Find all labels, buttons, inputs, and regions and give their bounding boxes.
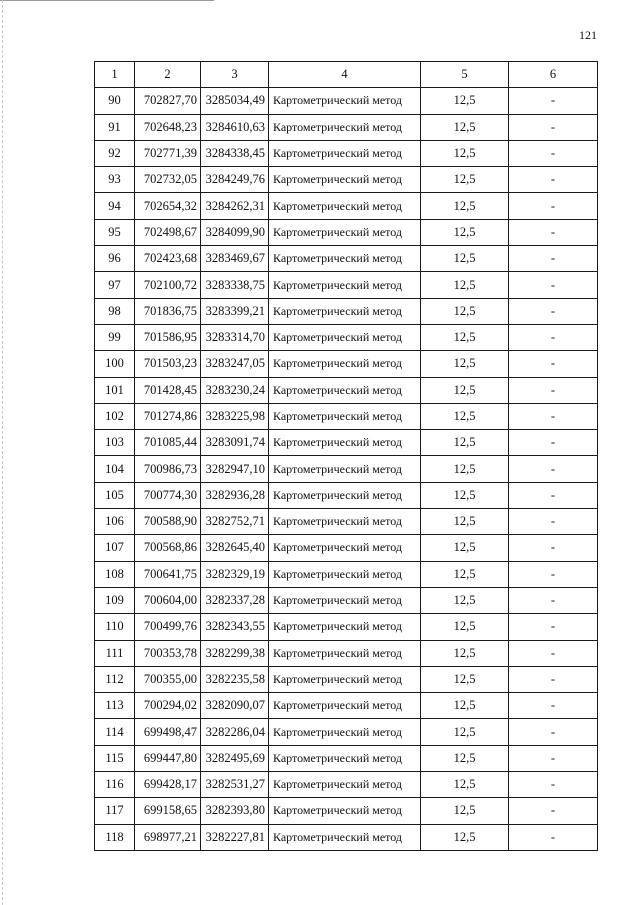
cell-accuracy: 12,5 [421,719,509,745]
cell-x-coordinate: 701836,75 [135,298,201,324]
table-row [95,640,598,666]
cell-note: - [509,167,598,193]
table-row [95,587,598,613]
table-row [95,798,598,824]
cell-y-coordinate: 3282947,10 [201,456,269,482]
table-body [95,88,598,851]
cell-accuracy: 12,5 [421,693,509,719]
cell-method: Картометрический метод [269,430,421,456]
cell-point-number: 107 [95,535,135,561]
cell-accuracy: 12,5 [421,509,509,535]
table-row [95,193,598,219]
cell-note: - [509,693,598,719]
cell-accuracy: 12,5 [421,614,509,640]
cell-accuracy: 12,5 [421,403,509,429]
scan-edge-left [2,0,3,905]
cell-accuracy: 12,5 [421,246,509,272]
table-row [95,719,598,745]
cell-x-coordinate: 702827,70 [135,88,201,114]
cell-note: - [509,377,598,403]
cell-note: - [509,140,598,166]
table-row [95,167,598,193]
table-row [95,666,598,692]
cell-note: - [509,666,598,692]
cell-y-coordinate: 3282495,69 [201,745,269,771]
cell-x-coordinate: 701274,86 [135,403,201,429]
cell-y-coordinate: 3285034,49 [201,88,269,114]
coordinates-table [94,61,598,851]
table-row [95,351,598,377]
cell-method: Картометрический метод [269,403,421,429]
cell-x-coordinate: 700499,76 [135,614,201,640]
cell-method: Картометрический метод [269,561,421,587]
cell-y-coordinate: 3282531,27 [201,772,269,798]
cell-accuracy: 12,5 [421,535,509,561]
cell-accuracy: 12,5 [421,482,509,508]
table-row [95,88,598,114]
cell-note: - [509,719,598,745]
cell-x-coordinate: 700986,73 [135,456,201,482]
cell-point-number: 99 [95,324,135,350]
table-row [95,561,598,587]
cell-x-coordinate: 700604,00 [135,587,201,613]
cell-note: - [509,114,598,140]
cell-point-number: 117 [95,798,135,824]
cell-x-coordinate: 702498,67 [135,219,201,245]
cell-point-number: 93 [95,167,135,193]
cell-method: Картометрический метод [269,456,421,482]
cell-method: Картометрический метод [269,798,421,824]
cell-x-coordinate: 702771,39 [135,140,201,166]
cell-method: Картометрический метод [269,114,421,140]
cell-point-number: 105 [95,482,135,508]
cell-note: - [509,509,598,535]
cell-method: Картометрический метод [269,509,421,535]
cell-method: Картометрический метод [269,745,421,771]
cell-method: Картометрический метод [269,140,421,166]
cell-x-coordinate: 700641,75 [135,561,201,587]
cell-note: - [509,324,598,350]
cell-x-coordinate: 701503,23 [135,351,201,377]
cell-accuracy: 12,5 [421,798,509,824]
table-row [95,272,598,298]
cell-accuracy: 12,5 [421,298,509,324]
cell-x-coordinate: 700355,00 [135,666,201,692]
cell-method: Картометрический метод [269,772,421,798]
column-header: 5 [421,62,509,88]
cell-y-coordinate: 3282343,55 [201,614,269,640]
cell-method: Картометрический метод [269,535,421,561]
table-row [95,246,598,272]
cell-method: Картометрический метод [269,246,421,272]
cell-accuracy: 12,5 [421,772,509,798]
cell-y-coordinate: 3282752,71 [201,509,269,535]
column-header: 2 [135,62,201,88]
cell-point-number: 90 [95,88,135,114]
cell-method: Картометрический метод [269,351,421,377]
cell-method: Картометрический метод [269,272,421,298]
page-number: 121 [579,28,597,42]
cell-point-number: 92 [95,140,135,166]
cell-point-number: 96 [95,246,135,272]
cell-x-coordinate: 700294,02 [135,693,201,719]
cell-y-coordinate: 3283091,74 [201,430,269,456]
cell-accuracy: 12,5 [421,351,509,377]
cell-point-number: 115 [95,745,135,771]
cell-method: Картометрический метод [269,324,421,350]
column-header: 6 [509,62,598,88]
column-header: 4 [269,62,421,88]
cell-point-number: 114 [95,719,135,745]
cell-point-number: 108 [95,561,135,587]
cell-point-number: 95 [95,219,135,245]
cell-y-coordinate: 3282299,38 [201,640,269,666]
table-row [95,298,598,324]
table-row [95,772,598,798]
column-header: 3 [201,62,269,88]
cell-note: - [509,640,598,666]
cell-method: Картометрический метод [269,614,421,640]
cell-note: - [509,482,598,508]
table-row [95,535,598,561]
cell-accuracy: 12,5 [421,377,509,403]
cell-y-coordinate: 3282286,04 [201,719,269,745]
scan-edge-top [0,0,214,1]
cell-accuracy: 12,5 [421,114,509,140]
cell-y-coordinate: 3282329,19 [201,561,269,587]
cell-point-number: 118 [95,824,135,850]
cell-y-coordinate: 3283314,70 [201,324,269,350]
cell-x-coordinate: 699498,47 [135,719,201,745]
cell-x-coordinate: 701586,95 [135,324,201,350]
cell-method: Картометрический метод [269,167,421,193]
cell-x-coordinate: 702423,68 [135,246,201,272]
cell-note: - [509,88,598,114]
cell-x-coordinate: 702732,05 [135,167,201,193]
cell-point-number: 113 [95,693,135,719]
cell-x-coordinate: 702100,72 [135,272,201,298]
cell-method: Картометрический метод [269,640,421,666]
cell-y-coordinate: 3282393,80 [201,798,269,824]
cell-point-number: 110 [95,614,135,640]
cell-accuracy: 12,5 [421,666,509,692]
cell-point-number: 112 [95,666,135,692]
cell-y-coordinate: 3282235,58 [201,666,269,692]
cell-method: Картометрический метод [269,298,421,324]
cell-point-number: 98 [95,298,135,324]
cell-note: - [509,272,598,298]
table-row [95,482,598,508]
cell-x-coordinate: 700774,30 [135,482,201,508]
cell-accuracy: 12,5 [421,561,509,587]
cell-accuracy: 12,5 [421,640,509,666]
column-header: 1 [95,62,135,88]
cell-y-coordinate: 3284249,76 [201,167,269,193]
cell-method: Картометрический метод [269,666,421,692]
cell-x-coordinate: 700568,86 [135,535,201,561]
cell-point-number: 97 [95,272,135,298]
cell-y-coordinate: 3283230,24 [201,377,269,403]
cell-note: - [509,587,598,613]
cell-accuracy: 12,5 [421,324,509,350]
cell-note: - [509,246,598,272]
cell-y-coordinate: 3283469,67 [201,246,269,272]
cell-x-coordinate: 701428,45 [135,377,201,403]
table-row [95,824,598,850]
cell-x-coordinate: 702654,32 [135,193,201,219]
cell-point-number: 111 [95,640,135,666]
table-row [95,377,598,403]
cell-point-number: 101 [95,377,135,403]
cell-y-coordinate: 3283338,75 [201,272,269,298]
cell-x-coordinate: 699158,65 [135,798,201,824]
cell-x-coordinate: 698977,21 [135,824,201,850]
table-row [95,219,598,245]
cell-y-coordinate: 3284338,45 [201,140,269,166]
cell-method: Картометрический метод [269,587,421,613]
cell-note: - [509,298,598,324]
cell-y-coordinate: 3284262,31 [201,193,269,219]
cell-method: Картометрический метод [269,219,421,245]
cell-method: Картометрический метод [269,193,421,219]
cell-point-number: 100 [95,351,135,377]
cell-accuracy: 12,5 [421,193,509,219]
cell-note: - [509,772,598,798]
table-row [95,745,598,771]
cell-note: - [509,535,598,561]
cell-accuracy: 12,5 [421,745,509,771]
cell-point-number: 91 [95,114,135,140]
cell-x-coordinate: 699447,80 [135,745,201,771]
table-row [95,693,598,719]
cell-method: Картометрический метод [269,824,421,850]
cell-note: - [509,193,598,219]
cell-note: - [509,614,598,640]
cell-point-number: 109 [95,587,135,613]
table-row [95,614,598,640]
cell-note: - [509,219,598,245]
table-row [95,456,598,482]
cell-accuracy: 12,5 [421,272,509,298]
cell-method: Картометрический метод [269,377,421,403]
cell-y-coordinate: 3284610,63 [201,114,269,140]
cell-accuracy: 12,5 [421,167,509,193]
cell-note: - [509,798,598,824]
cell-accuracy: 12,5 [421,88,509,114]
cell-x-coordinate: 700588,90 [135,509,201,535]
table-row [95,509,598,535]
table-row [95,430,598,456]
cell-note: - [509,430,598,456]
table-row [95,403,598,429]
cell-note: - [509,824,598,850]
cell-accuracy: 12,5 [421,430,509,456]
cell-note: - [509,403,598,429]
cell-point-number: 103 [95,430,135,456]
cell-point-number: 102 [95,403,135,429]
table-row [95,114,598,140]
table-row [95,140,598,166]
cell-x-coordinate: 702648,23 [135,114,201,140]
cell-point-number: 104 [95,456,135,482]
cell-y-coordinate: 3282090,07 [201,693,269,719]
cell-accuracy: 12,5 [421,587,509,613]
cell-y-coordinate: 3283225,98 [201,403,269,429]
cell-method: Картометрический метод [269,719,421,745]
cell-y-coordinate: 3282337,28 [201,587,269,613]
cell-accuracy: 12,5 [421,456,509,482]
cell-method: Картометрический метод [269,693,421,719]
cell-point-number: 106 [95,509,135,535]
cell-accuracy: 12,5 [421,219,509,245]
cell-note: - [509,561,598,587]
cell-method: Картометрический метод [269,88,421,114]
cell-y-coordinate: 3282936,28 [201,482,269,508]
table-row [95,324,598,350]
cell-point-number: 94 [95,193,135,219]
cell-x-coordinate: 700353,78 [135,640,201,666]
cell-x-coordinate: 699428,17 [135,772,201,798]
cell-note: - [509,456,598,482]
cell-accuracy: 12,5 [421,824,509,850]
cell-note: - [509,745,598,771]
table-header-row [95,62,598,88]
cell-x-coordinate: 701085,44 [135,430,201,456]
cell-y-coordinate: 3284099,90 [201,219,269,245]
cell-y-coordinate: 3282227,81 [201,824,269,850]
cell-accuracy: 12,5 [421,140,509,166]
cell-y-coordinate: 3283399,21 [201,298,269,324]
cell-y-coordinate: 3283247,05 [201,351,269,377]
cell-point-number: 116 [95,772,135,798]
cell-y-coordinate: 3282645,40 [201,535,269,561]
cell-note: - [509,351,598,377]
cell-method: Картометрический метод [269,482,421,508]
